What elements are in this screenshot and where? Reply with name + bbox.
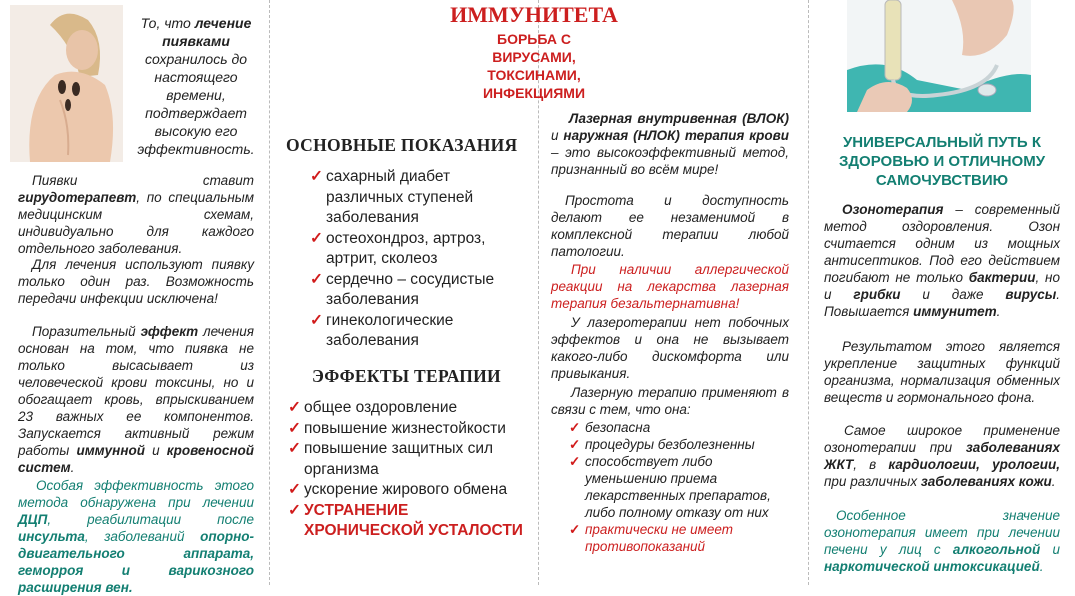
paragraph-effect: Поразительный эффект лечения основан на том, что пиявка не только высасывает из человеческой крови токсины, но и обогащает кровь, впрыскиванием 23 важных ее компонентов. Запускается активный режим работы иммунной и кровеносной систем. xyxy=(18,324,254,475)
leech-therapy-photo xyxy=(10,5,123,162)
check-icon: ✓ xyxy=(288,440,301,457)
list-item: ✓ УСТРАНЕНИЕ ХРОНИЧЕСКОЙ УСТАЛОСТИ xyxy=(288,501,523,539)
paragraph-no-side-effects: У лазеротерапии нет побочных эффектов и она не вызывает какого-либо дискомфорта или привыкания. xyxy=(551,315,789,381)
effects-list xyxy=(288,398,532,542)
list-item: ✓ практически не имеет противопоказаний xyxy=(569,522,734,554)
list-item: ✓ сердечно – сосудистые заболевания xyxy=(310,270,495,308)
check-icon: ✓ xyxy=(569,522,581,537)
ozone-heading: УНИВЕРСАЛЬНЫЙ ПУТЬ К ЗДОРОВЬЮ И ОТЛИЧНОМУ САМОЧУВСТВИЮ xyxy=(838,134,1046,189)
check-icon: ✓ xyxy=(310,311,323,329)
paragraph-single-use: Для лечения используют пиявку только один раз. Возможность передачи инфекции исключена! xyxy=(18,257,254,306)
check-icon: ✓ xyxy=(569,454,581,469)
title-immunity: ИММУНИТЕТА xyxy=(450,2,618,27)
paragraph-liver: Особенное значение озонотерапия имеет при лечении печени у лиц с алкогольной и наркотической интоксикацией. xyxy=(824,508,1060,574)
indications-heading: ОСНОВНЫЕ ПОКАЗАНИЯ xyxy=(286,135,518,155)
ozone-therapy-photo xyxy=(847,0,1031,112)
column-leech-therapy xyxy=(0,0,269,595)
paragraph-ozone-intro: Озонотерапия – современный метод оздоровления. Озон считается одним из мощных антисептиков. Под его действием погибают не только бактерии, но и грибки и даже вирусы. Повышается иммунитет. xyxy=(824,202,1060,319)
column-ozone-therapy xyxy=(809,0,1075,585)
paragraph-wide-application: Самое широкое применение озонотерапии при заболеваниях ЖКТ, в кардиологии, урологии, при различных заболеваниях кожи. xyxy=(824,423,1060,489)
list-item: ✓ процедуры безболезненны xyxy=(569,437,755,452)
list-item: ✓ ускорение жирового обмена xyxy=(288,480,532,501)
list-item: ✓ безопасна xyxy=(569,420,651,435)
effects-heading: ЭФФЕКТЫ ТЕРАПИИ xyxy=(312,366,501,386)
check-icon: ✓ xyxy=(310,270,323,288)
paragraph-hirudotherapist: Пиявки ставит гирудотерапевт, по специальным медицинским схемам, индивидуально для каждого отдельного заболевания. xyxy=(18,173,254,256)
check-icon: ✓ xyxy=(288,419,301,437)
paragraph-laser-intro: Лазерная внутривенная (ВЛОК) и наружная (НЛОК) терапия крови – это высокоэффективный метод, признанный во всём мире! xyxy=(551,111,789,177)
check-icon: ✓ xyxy=(288,399,301,416)
list-item: ✓ способствует либо уменьшению приема лекарственных препаратов, либо полному отказу от них xyxy=(569,454,771,520)
indications-list xyxy=(310,167,530,352)
check-icon: ✓ xyxy=(288,481,301,498)
list-item: ✓ гинекологические заболевания xyxy=(310,311,454,349)
check-icon: ✓ xyxy=(288,501,301,519)
check-icon: ✓ xyxy=(310,168,323,185)
list-item: ✓ остеохондроз, артроз, артрит, сколеоз xyxy=(310,229,486,267)
paragraph-applied: Лазерную терапию применяют в связи с тем, что она: xyxy=(551,385,789,417)
paragraph-result: Результатом этого является укрепление защитных функций организма, нормализация обменных веществ и гормонального фона. xyxy=(824,339,1060,405)
list-item: ✓ общее оздоровление xyxy=(288,398,532,419)
paragraph-simplicity: Простота и доступность делают ее незаменимой в комплексной терапии любой патологии. xyxy=(551,193,789,259)
list-item: ✓ сахарный диабет различных ступеней заболевания xyxy=(310,168,474,226)
check-icon: ✓ xyxy=(569,437,581,452)
column-laser-therapy xyxy=(450,0,808,585)
list-item: ✓ повышение защитных сил организма xyxy=(288,440,494,478)
check-icon: ✓ xyxy=(310,229,323,247)
laser-benefits-list xyxy=(569,419,787,555)
list-item: ✓ повышение жизнестойкости xyxy=(288,419,532,440)
subtitle-fight: БОРЬБА С ВИРУСАМИ, ТОКСИНАМИ, ИНФЕКЦИЯМИ xyxy=(482,31,586,101)
paragraph-allergy: При наличии аллергической реакции на лекарства лазерная терапия безальтернативна! xyxy=(551,262,789,311)
paragraph-special-effectiveness: Особая эффективность этого метода обнаружена при лечении ДЦП, реабилитации после инсульта, заболеваний опорно-двигательного аппарата, геморроя и варикозного расширения вен. xyxy=(18,478,254,595)
intro-text: То, что лечение пиявками сохранилось до настоящего времени, подтверждает высокую его эффективность. xyxy=(137,15,255,157)
check-icon: ✓ xyxy=(569,420,581,435)
